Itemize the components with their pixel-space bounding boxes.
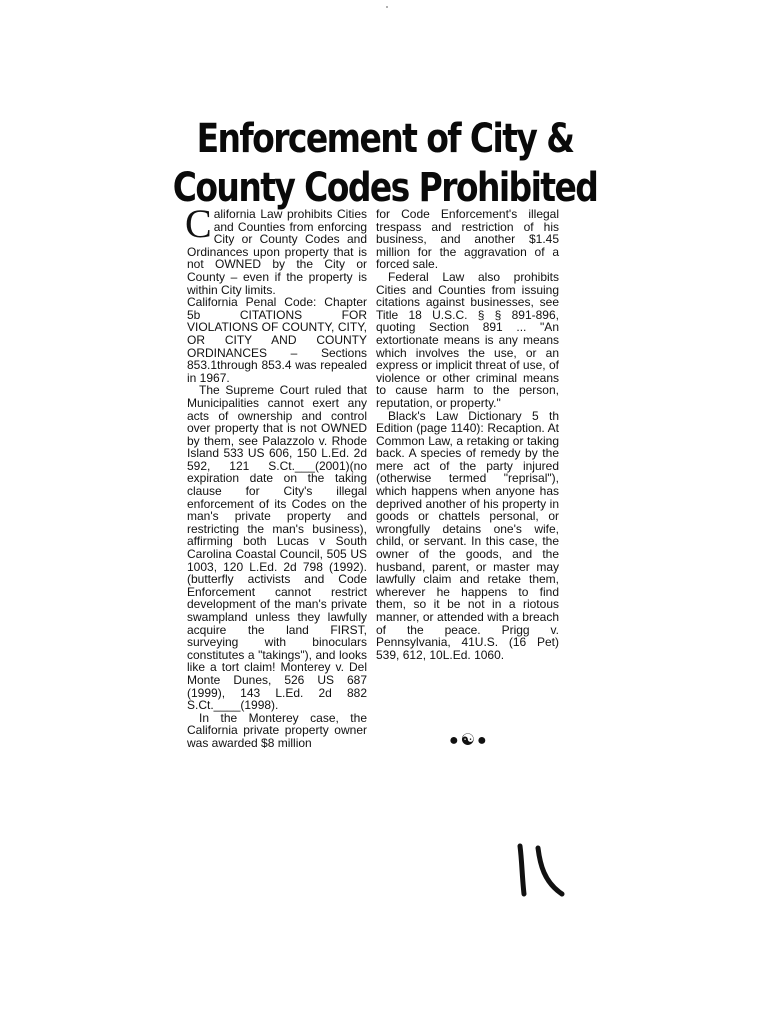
ornament-yin-yang-icon: ☯ xyxy=(460,732,476,749)
handwritten-eleven-icon xyxy=(510,842,570,898)
left-paragraph-1-text: alifornia Law prohibits Cities and Counties from enforcing City or County Codes and Ordinances upon property that is not OWNED by the City or County – even if the property is within City limits. xyxy=(187,207,367,297)
left-paragraph-4: In the Monterey case, the California private property owner was awarded $8 million xyxy=(187,710,367,750)
left-paragraph-3: The Supreme Court ruled that Municipalities cannot exert any acts of ownership and control over property that is not OWNED by them, see Palazzolo v. Rhode Island 533 US 606, 150 L.Ed. 2d 592, 121 S.Ct.___(2001)(no expiration date on the taking clause for City's illegal enforcement of its Codes on the man's private property and restricting the man's business), affirming both Lucas v South Carolina Coastal Council, 505 US 1003, 120 L.Ed. 2d 798 (1992). (butterfly activists and Code Enforcement cannot restrict development of the man's private swampland unless they lawfully acquire the land FIRST, surveying with binoculars constitutes a "takings"), and looks like a tort claim! Monterey v. Del Monte Dunes, 526 US 687 (1999), 143 L.Ed. 2d 882 S.Ct.____(1998). xyxy=(187,383,367,713)
right-paragraph-3: Black's Law Dictionary 5 th Edition (page 1140): Recaption. At Common Law, a retaking or taking back. A species of remedy by the mere act of the party injured (otherwise termed "reprisal"), which happens when anyone has deprived another of his property in goods or chattels personal, or wrongfully detains one's wife, child, or servant. In this case, the owner of the goods, and the husband, parent, or master may lawfully claim and retake them, wherever he happens to find them, so it be not in a riotous manner, or attended with a breach of the peace. Prigg v. Pennsylvania, 41U.S. (16 Pet) 539, 612, 10L.Ed. 1060. xyxy=(376,408,559,662)
section-end-ornament xyxy=(449,733,487,749)
dropcap: C xyxy=(185,201,212,246)
left-paragraph-1 xyxy=(185,201,367,297)
left-column xyxy=(185,201,367,750)
ornament-dot-right: ● xyxy=(477,732,487,749)
ornament-dot-left: ● xyxy=(449,732,459,749)
handwritten-page-mark xyxy=(510,842,570,903)
right-paragraph-1: for Code Enforcement's illegal trespass and restriction of his business, and another $1.45 million for the aggravation of a forced sale. xyxy=(376,207,559,272)
headline-line-2: County Codes Prohibited xyxy=(172,163,598,211)
left-paragraph-2: California Penal Code: Chapter 5b CITATIONS FOR VIOLATIONS OF COUNTY, CITY, OR CITY AND COUNTY ORDINANCES – Sections 853.1through 853.4 was repealed in 1967. xyxy=(187,295,367,385)
right-column xyxy=(376,208,559,661)
headline-line-1: Enforcement of City & xyxy=(196,114,574,162)
scan-speck xyxy=(386,6,388,8)
right-paragraph-2: Federal Law also prohibits Cities and Counties from issuing citations against businesses, see Title 18 U.S.C. § § 891-896, quoting Section 891 ... "An extortionate means is any means which involves the use, or an express or implicit threat of use, of violence or other criminal means to cause harm to the person, reputation, or property." xyxy=(376,269,559,410)
